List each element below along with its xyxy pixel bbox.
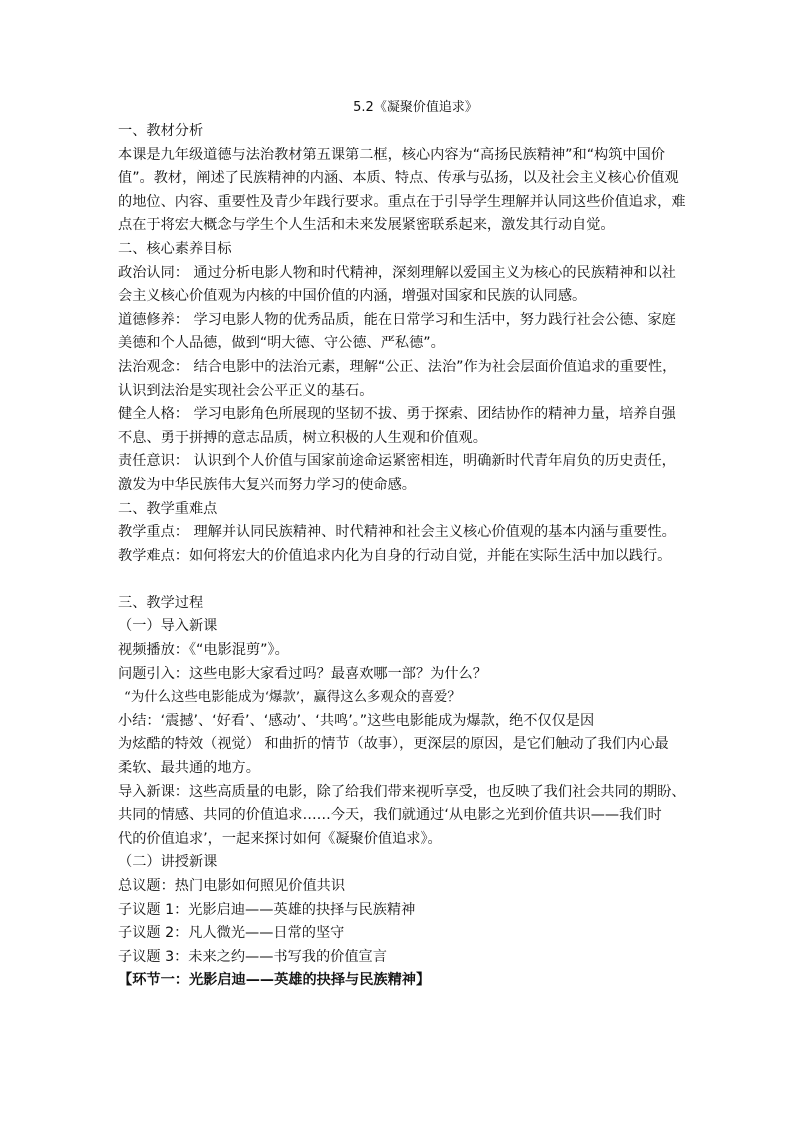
sub-topic-2: 子议题 2：凡人微光——日常的坚守 [118, 925, 345, 942]
document-title: 5.2《凝聚价值追求》 [353, 100, 478, 115]
paragraph-line: 为炫酷的特效（视觉） 和曲折的情节（故事），更深层的原因，是它们触动了我们内心最 [118, 736, 669, 753]
blank-line [118, 568, 693, 592]
paragraph-line: 导入新课：这些高质量的电影，除了给我们带来视听享受，也反映了我们社会共同的期盼、 [118, 783, 686, 800]
paragraph-line: 本课是九年级道德与法治教材第五课第二框，核心内容为“高扬民族精神”和“构筑中国价 [118, 146, 665, 163]
paragraph-line: 不息、勇于拼搏的意志品质，树立积极的人生观和价值观。 [118, 429, 487, 446]
paragraph-line: 小结：‘震撼’、‘好看’、‘感动’、‘共鸣’。”这些电影能成为爆款，绝不仅仅是因 [118, 712, 595, 729]
main-topic: 总议题：热门电影如何照见价值共识 [118, 878, 346, 894]
paragraph-line: 问题引入：这些电影大家看过吗？最喜欢哪一部？为什么？ [118, 665, 487, 682]
sub-topic-1: 子议题 1：光影启迪——英雄的抉择与民族精神 [118, 901, 416, 918]
sub-topic-3: 子议题 3：未来之约——书写我的价值宣言 [118, 948, 387, 965]
teaching-difficulty: 教学难点：如何将宏大的价值追求内化为自身的行动自觉，并能在实际生活中加以践行。 [118, 547, 672, 564]
paragraph-line: 值”。教材，阐述了民族精神的内涵、本质、特点、传承与弘扬，以及社会主义核心价值观 [118, 170, 679, 187]
goal-moral-cultivation: 道德修养： 学习电影人物的优秀品质，能在日常学习和生活中，努力践行社会公德、家庭 [118, 311, 676, 328]
paragraph-line: 认识到法治是实现社会公平正义的基石。 [118, 382, 374, 399]
goal-rule-of-law: 法治观念： 结合电影中的法治元素，理解“公正、法治”作为社会层面价值追求的重要性， [118, 358, 677, 375]
paragraph-line: 会主义核心价值观为内核的中国价值的内涵，增强对国家和民族的认同感。 [118, 288, 587, 305]
subsection-heading-new-lesson: （二）讲授新课 [118, 854, 218, 871]
paragraph-line: 点在于将宏大概念与学生个人生活和未来发展紧密联系起来，激发其行动自觉。 [118, 217, 615, 234]
paragraph-line: 激发为中华民族伟大复兴而努力学习的使命感。 [118, 476, 416, 493]
section-heading-textbook-analysis: 一、教材分析 [118, 123, 204, 139]
paragraph-line: 美德和个人品德，做到“明大德、守公德、严私德”。 [118, 335, 445, 352]
quote-line: “为什么这些电影能成为‘爆款’，赢得这么多观众的喜爱？ [124, 690, 461, 706]
section-heading-core-goals: 二、核心素养目标 [118, 240, 232, 257]
subsection-heading-intro: （一）导入新课 [118, 618, 218, 635]
segment-heading-1: 【环节一：光影启迪——英雄的抉择与民族精神】 [118, 972, 431, 989]
goal-healthy-personality: 健全人格： 学习电影角色所展现的坚韧不拔、勇于探索、团结协作的精神力量，培养自强 [118, 406, 676, 423]
section-heading-key-points: 二、教学重难点 [118, 500, 218, 517]
paragraph-line: 视频播放：《“电影混剪”》。 [118, 642, 289, 659]
section-heading-process: 三、教学过程 [118, 594, 204, 611]
paragraph-line: 的地位、内容、重要性及青少年践行要求。重点在于引导学生理解并认同这些价值追求，难 [118, 193, 686, 210]
paragraph-line: 共同的情感、共同的价值追求……今天，我们就通过‘从电影之光到价值共识——我们时 [118, 807, 662, 824]
paragraph-line: 代的价值追求’，一起来探讨如何《凝聚价值追求》。 [118, 830, 442, 847]
teaching-key-point: 教学重点： 理解并认同民族精神、时代精神和社会主义核心价值观的基本内涵与重要性。 [118, 524, 676, 541]
paragraph-line: 柔软、最共通的地方。 [118, 760, 260, 777]
goal-political-identity: 政治认同： 通过分析电影人物和时代精神，深刻理解以爱国主义为核心的民族精神和以社 [118, 264, 676, 281]
document-page [118, 98, 693, 993]
goal-responsibility: 责任意识： 认识到个人价值与国家前途命运紧密相连，明确新时代青年肩负的历史责任， [118, 453, 676, 470]
